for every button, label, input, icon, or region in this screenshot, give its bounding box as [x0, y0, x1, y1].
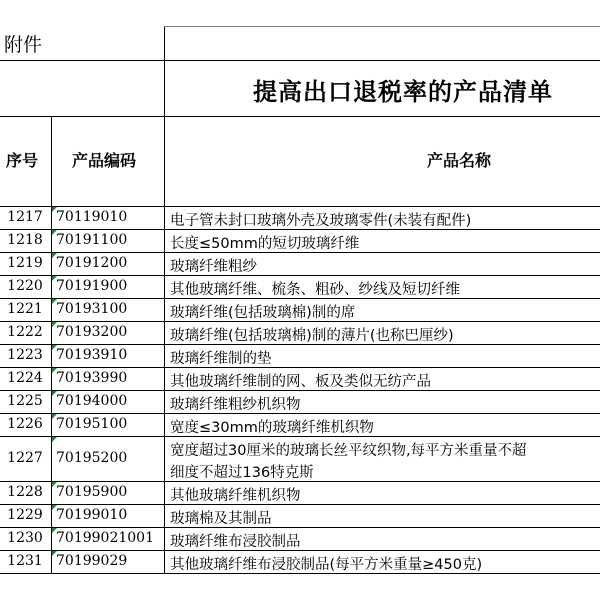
row-code[interactable]: 70193910	[56, 347, 128, 363]
row-name[interactable]: 宽度≤30mm的玻璃纤维机织物	[170, 420, 374, 436]
row-seq[interactable]: 1220	[7, 278, 43, 294]
row-name[interactable]: 其他玻璃纤维布浸胶制品(每平方米重量≥450克)	[170, 557, 483, 573]
row-code[interactable]: 70195200	[56, 450, 128, 466]
row-name[interactable]: 玻璃纤维布浸胶制品	[170, 534, 301, 550]
grid-line-row	[0, 481, 600, 482]
row-name[interactable]: 宽度超过30厘米的玻璃长丝平纹织物,每平方米重量不超	[170, 443, 527, 459]
column-header-name: 产品名称	[427, 151, 492, 170]
grid-line-row	[0, 229, 600, 230]
column-header-code: 产品编码	[72, 151, 137, 170]
row-code[interactable]: 70199010	[56, 507, 128, 523]
row-name[interactable]: 电子管未封口玻璃外壳及玻璃零件(未装有配件)	[170, 213, 472, 229]
row-seq[interactable]: 1217	[7, 209, 43, 225]
row-name[interactable]: 玻璃纤维制的垫	[170, 351, 272, 367]
row-seq[interactable]: 1224	[7, 370, 43, 386]
row-code[interactable]: 70191900	[56, 278, 128, 294]
row-seq[interactable]: 1226	[7, 416, 43, 432]
row-name[interactable]: 其他玻璃纤维制的网、板及类似无纺产品	[170, 374, 431, 390]
row-name[interactable]: 玻璃纤维粗纱机织物	[170, 397, 301, 413]
row-seq[interactable]: 1231	[7, 553, 43, 569]
row-code[interactable]: 70199021001	[56, 530, 154, 546]
grid-line-row	[0, 550, 600, 551]
grid-line-row	[0, 321, 600, 322]
row-seq[interactable]: 1227	[7, 450, 43, 466]
row-code[interactable]: 70191200	[56, 255, 128, 271]
grid-line-row	[0, 573, 600, 574]
grid-line-row	[0, 436, 600, 437]
row-name[interactable]: 其他玻璃纤维、梳条、粗砂、纱线及短切纤维	[170, 282, 460, 298]
grid-line-row	[0, 344, 600, 345]
grid-line-top	[164, 26, 600, 27]
row-name-line2: 细度不超过136特克斯	[170, 465, 314, 481]
row-name[interactable]: 玻璃纤维粗纱	[170, 259, 257, 275]
row-code[interactable]: 70194000	[56, 393, 128, 409]
grid-line-row	[0, 527, 600, 528]
grid-line-row	[0, 504, 600, 505]
grid-line-row	[0, 413, 600, 414]
grid-line-row	[0, 390, 600, 391]
row-seq[interactable]: 1225	[7, 393, 43, 409]
row-code[interactable]: 70195900	[56, 484, 128, 500]
row-code[interactable]: 70195100	[56, 416, 128, 432]
row-name[interactable]: 其他玻璃纤维机织物	[170, 488, 301, 504]
row-name[interactable]: 玻璃纤维(包括玻璃棉)制的席	[170, 305, 356, 321]
row-code[interactable]: 70193200	[56, 324, 128, 340]
row-code[interactable]: 70193990	[56, 370, 128, 386]
row-code[interactable]: 70199029	[56, 553, 128, 569]
grid-line-header-top	[0, 116, 600, 117]
row-code[interactable]: 70193100	[56, 301, 128, 317]
grid-line-header-bottom	[0, 206, 600, 207]
grid-line-row	[0, 367, 600, 368]
row-seq[interactable]: 1223	[7, 347, 43, 363]
row-seq[interactable]: 1221	[7, 301, 43, 317]
grid-line-title	[0, 60, 600, 61]
row-seq[interactable]: 1222	[7, 324, 43, 340]
row-code[interactable]: 70119010	[56, 209, 128, 225]
grid-line-code	[164, 26, 165, 574]
row-seq[interactable]: 1219	[7, 255, 43, 271]
grid-line-row	[0, 252, 600, 253]
row-seq[interactable]: 1230	[7, 530, 43, 546]
row-name[interactable]: 玻璃纤维(包括玻璃棉)制的薄片(也称巴厘纱)	[170, 328, 454, 344]
grid-line-row	[0, 298, 600, 299]
row-seq[interactable]: 1229	[7, 507, 43, 523]
row-seq[interactable]: 1218	[7, 232, 43, 248]
page-title: 提高出口退税率的产品清单	[253, 77, 553, 106]
grid-line-row	[0, 275, 600, 276]
row-name[interactable]: 玻璃棉及其制品	[170, 511, 272, 527]
error-indicator-icon	[52, 437, 57, 442]
attachment-label: 附件	[4, 34, 43, 56]
row-seq[interactable]: 1228	[7, 484, 43, 500]
row-code[interactable]: 70191100	[56, 232, 128, 248]
column-header-seq: 序号	[6, 151, 39, 170]
row-name[interactable]: 长度≤50mm的短切玻璃纤维	[170, 236, 360, 252]
